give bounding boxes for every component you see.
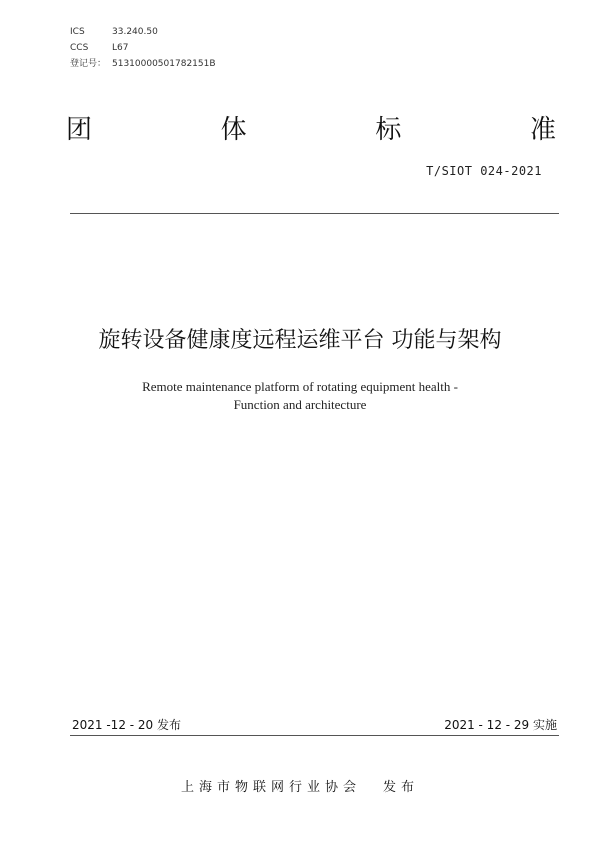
ccs-label: CCS bbox=[70, 43, 89, 53]
standard-type-char: 准 bbox=[529, 115, 556, 145]
registration-number bbox=[70, 58, 216, 70]
title-english-line2: Function and architecture bbox=[233, 397, 367, 412]
ccs-value: L67 bbox=[112, 43, 129, 53]
title-english bbox=[0, 378, 600, 414]
reg-value: 51310000501782151B bbox=[112, 59, 216, 69]
standard-type-char: 团 bbox=[66, 115, 93, 145]
reg-label: 登记号： bbox=[70, 59, 107, 69]
ics-value: 33.240.50 bbox=[112, 27, 158, 37]
standard-type-char: 体 bbox=[220, 115, 247, 145]
standard-type-heading bbox=[66, 113, 556, 147]
publisher-name: 上海市物联网行业协会 bbox=[180, 780, 361, 795]
issue-date: 2021 -12 - 20 发布 bbox=[72, 718, 181, 732]
ics-label: ICS bbox=[70, 27, 85, 37]
publisher bbox=[0, 776, 600, 795]
publisher-action: 发布 bbox=[383, 780, 420, 795]
title-english-line1: Remote maintenance platform of rotating equipment health - bbox=[142, 379, 458, 394]
standard-number: T/SIOT 024-2021 bbox=[426, 164, 542, 178]
title-chinese: 旋转设备健康度远程运维平台 功能与架构 bbox=[98, 328, 502, 353]
ics-code bbox=[70, 26, 158, 38]
ccs-code bbox=[70, 42, 128, 54]
footer-divider bbox=[70, 735, 559, 736]
header-divider bbox=[70, 213, 559, 214]
standard-type-char: 标 bbox=[375, 115, 402, 145]
implementation-date: 2021 - 12 - 29 实施 bbox=[444, 718, 557, 732]
